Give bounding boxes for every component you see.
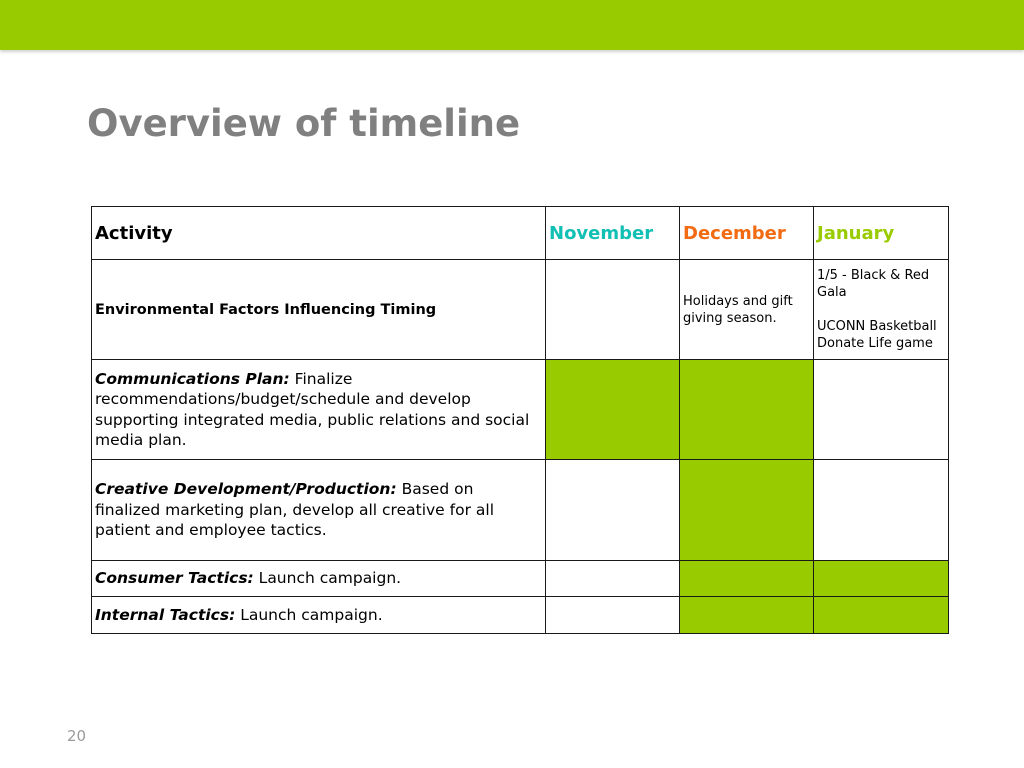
table-row [92,360,949,460]
activity-lead: Consumer Tactics: [95,569,254,588]
slide-title: Overview of timeline [87,102,521,145]
december-cell [680,597,814,634]
page-number: 20 [67,727,87,745]
activity-text: Finalize recommendations/budget/schedule and develop supporting integrated media, public relations and social media plan. [95,369,530,449]
january-cell [814,360,949,460]
header-november: November [546,207,680,260]
november-cell [546,460,680,561]
header-activity: Activity [92,207,546,260]
activity-lead: Communications Plan: [95,369,290,388]
activity-text: Launch campaign. [253,569,402,588]
december-cell [680,360,814,460]
january-cell [814,561,949,597]
activity-lead: Creative Development/Production: [95,480,397,499]
activity-cell [92,597,546,634]
december-cell [680,561,814,597]
environmental-factors-label: Environmental Factors Influencing Timing [92,260,546,360]
activity-lead: Internal Tactics: [95,605,236,624]
table-row [92,597,949,634]
timeline-table [91,206,949,634]
activity-cell [92,561,546,597]
january-note-gala: 1/5 - Black & Red Gala [817,268,930,300]
table-row [92,460,949,561]
header-row [92,207,949,260]
november-cell [546,597,680,634]
activity-text: Based on finalized marketing plan, develop all creative for all patient and employee tactics. [95,480,494,540]
header-january: January [814,207,949,260]
environmental-november-cell [546,260,680,360]
table-row [92,561,949,597]
environmental-january-cell [814,260,949,360]
november-cell [546,360,680,460]
january-note-basketball: UCONN Basketball Donate Life game [817,319,937,351]
january-cell [814,460,949,561]
environmental-factors-row [92,260,949,360]
activity-cell [92,360,546,460]
november-cell [546,561,680,597]
top-accent-bar [0,0,1024,50]
header-december: December [680,207,814,260]
environmental-december-note: Holidays and gift giving season. [680,260,814,360]
january-cell [814,597,949,634]
december-cell [680,460,814,561]
activity-cell [92,460,546,561]
activity-text: Launch campaign. [235,605,383,624]
